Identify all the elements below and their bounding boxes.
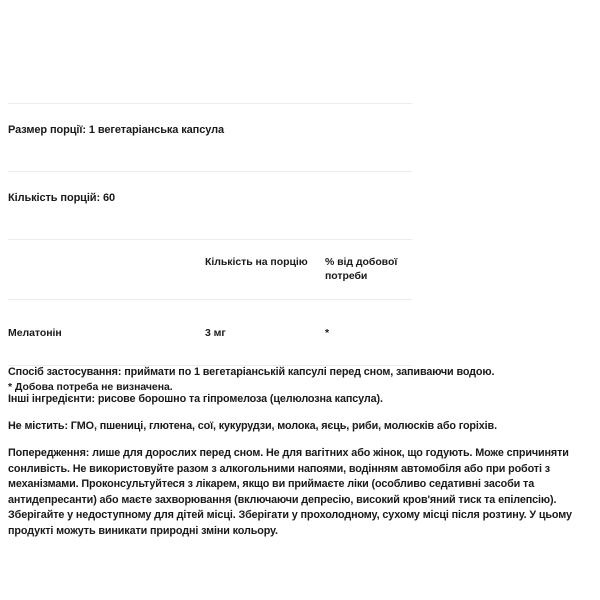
nutrient-daily-value: * [325, 327, 330, 339]
other-ingredients-text: Інші інгредієнти: рисове борошно та гіпромелоза (целюлозна капсула). [8, 393, 383, 405]
column-header-amount-per-serving: Кількість на порцію [205, 256, 308, 268]
warning-text: Попередження: лише для дорослих перед сном. Не для вагітних або жінок, що годують. Може спричиняти сонливість. Не використовуйте разом з алкогольними напоями, водінням автомобіля або при роботі з механізмами. Проконсультуйтеся з лікарем, якщо ви приймаєте ліки (особливо седативні засоби та антидепресанти) або маєте захворювання (включаючи депресію, високий кров'яний тиск та епілепсію). Зберігайте у недоступному для дітей місці. Зберігати у прохолодному, сухому місці після розтину. У цьому продукті можуть виникати природні зміни кольору. [8, 447, 572, 537]
column-header-daily-value: % від добової потреби [325, 256, 398, 282]
nutrient-name: Мелатонін [8, 327, 62, 339]
directions-text: Спосіб застосування: приймати по 1 вегетаріанській капсулі перед сном, запиваючи водою. [8, 366, 495, 378]
servings-per-container-row [8, 172, 412, 239]
label-body-copy [8, 365, 586, 539]
servings-per-container-text: Кількість порцій: 60 [8, 192, 116, 204]
daily-value-footnote: * Добова потреба не визначена. [8, 381, 173, 393]
table-row [8, 300, 412, 365]
nutrient-amount: 3 мг [205, 327, 226, 339]
serving-size-text: Размер порції: 1 вегетаріанська капсула [8, 124, 225, 136]
free-from-text: Не містить: ГМО, пшениці, глютена, сої, кукурудзи, молока, яєць, риби, молюсків або горіхів. [8, 420, 497, 432]
table-header-row [8, 240, 412, 299]
serving-size-row [8, 104, 412, 171]
